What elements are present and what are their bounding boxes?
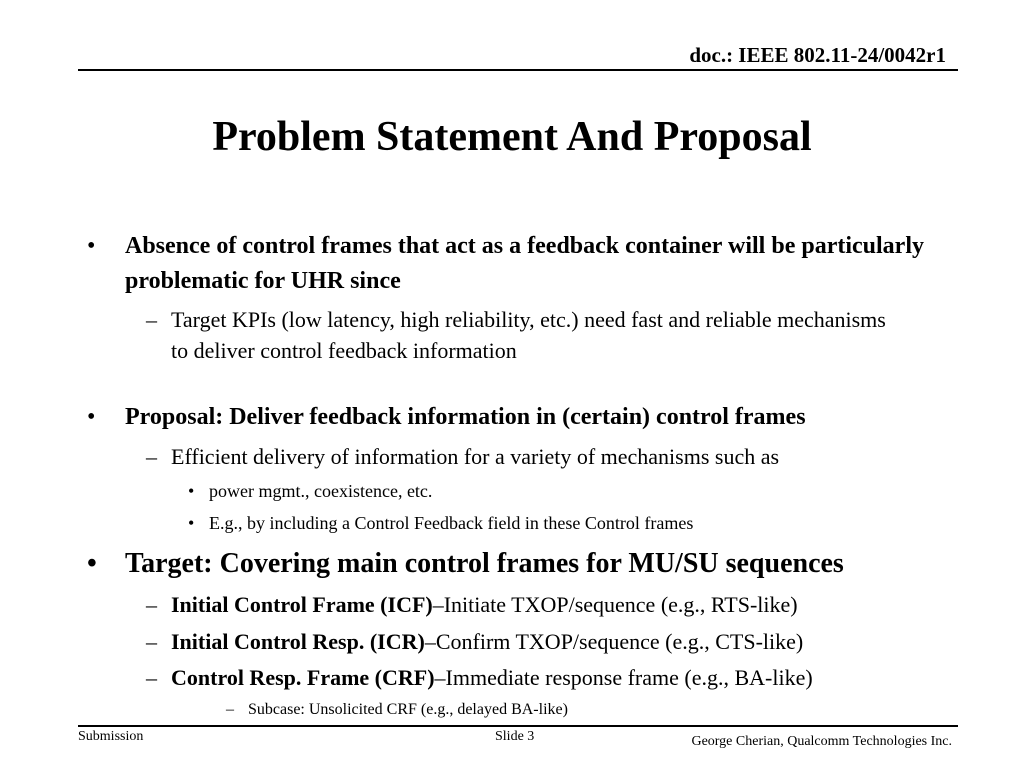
bullet-text-target: Target: Covering main control frames for MU/SU sequences	[125, 548, 844, 579]
term-icr: Initial Control Resp. (ICR)	[171, 629, 425, 654]
document-id: doc.: IEEE 802.11-24/0042r1	[689, 43, 946, 67]
dash-marker: –	[146, 629, 157, 654]
sub-bullet-icf	[171, 589, 798, 620]
footer-divider	[78, 725, 958, 727]
term-crf: Control Resp. Frame (CRF)	[171, 665, 435, 690]
sub-bullet-text-efficient: Efficient delivery of information for a variety of mechanisms such as	[171, 444, 780, 469]
bullet-marker: •	[87, 233, 96, 259]
dash-marker: –	[146, 665, 157, 690]
sub-item-text: power mgmt., coexistence, etc.	[209, 481, 433, 501]
desc-icf: –Initiate TXOP/sequence (e.g., RTS-like)	[432, 592, 798, 617]
dash-marker: –	[146, 592, 157, 617]
desc-icr: –Confirm TXOP/sequence (e.g., CTS-like)	[424, 629, 804, 654]
bullet-text-proposal: Proposal: Deliver feedback information in (certain) control frames	[125, 404, 806, 430]
term-icf: Initial Control Frame (ICF)	[171, 592, 433, 617]
bullet-text-absence: Absence of control frames that act as a feedback container will be particularly problematic for UHR since	[125, 233, 924, 294]
dash-marker: –	[226, 701, 234, 718]
sub-sub-bullet-unsolicited-crf: Subcase: Unsolicited CRF (e.g., delayed BA-like)	[248, 701, 568, 718]
bullet-marker: •	[87, 548, 97, 579]
desc-crf: –Immediate response frame (e.g., BA-like)	[434, 665, 813, 690]
dash-marker: –	[146, 307, 157, 332]
footer-submission: Submission	[78, 729, 144, 744]
sub-bullet-text-kpis: Target KPIs (low latency, high reliability, etc.) need fast and reliable mechanisms to deliver control feedback information	[171, 307, 886, 363]
footer-author: George Cherian, Qualcomm Technologies Inc.	[691, 734, 952, 749]
footer-slide-number: Slide 3	[495, 729, 535, 744]
bullet-marker: •	[188, 513, 195, 533]
bullet-marker: •	[87, 404, 96, 430]
bullet-marker: •	[188, 481, 195, 501]
dash-marker: –	[146, 444, 157, 469]
sub-item-text: E.g., by including a Control Feedback field in these Control frames	[209, 513, 694, 533]
slide-title: Problem Statement And Proposal	[212, 114, 812, 160]
header-divider	[78, 69, 958, 71]
sub-bullet-icr	[171, 626, 803, 657]
sub-bullet-crf	[171, 662, 813, 693]
